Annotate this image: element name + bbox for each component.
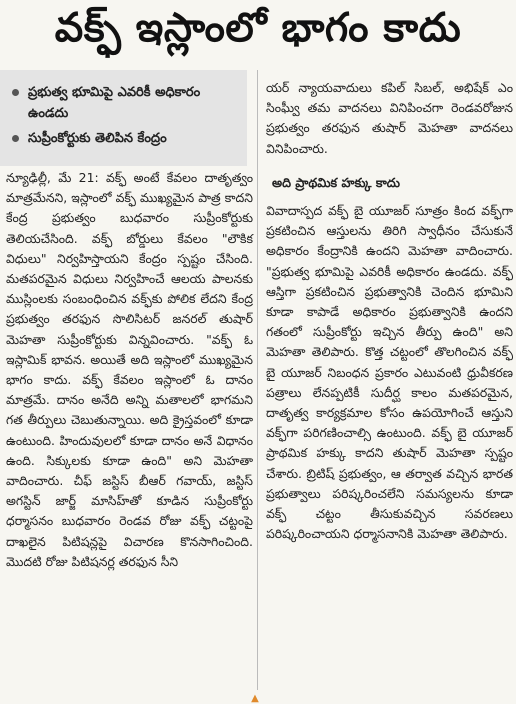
section-subheading: అది ప్రాథమిక హక్కు కాదు [272,174,400,190]
article-column-right [266,78,513,544]
highlight-item [10,82,241,124]
article-intro-right: యర్ న్యాయవాదులు కపిల్ సిబల్, అభిషేక్ ఎం సింఘ్వీ తమ వాదనలు వినిపించగా రెండవరోజున ప్రభుత్వం తరఫున తుషార్ మెహతా వాదనలు వినిపించారు. [266,80,513,156]
article-column-left [6,168,253,572]
highlights-box [0,70,247,166]
highlight-text: సుప్రీంకోర్టుకు తెలిపిన కేంద్రం [28,131,167,146]
highlight-item [10,128,241,149]
article-body-right: వివాదాస్పద వక్ఫ్ బై యూజర్ సూత్రం కింద వక్ఫ్‌గా ప్రకటించిన ఆస్తులను తిరిగి స్వాధీనం చేసుకునే అధికారం కేంద్రానికి ఉందని మెహతా వాదించారు. "ప్రభుత్వ భూమిపై ఎవరికీ అధికారం ఉండదు. వక్ఫ్ ఆస్తిగా ప్రకటించిన ప్రభుత్వానికి చెందిన భూమిని కూడా కాపాడే అధికారం ప్రభుత్వానికి ఉందని గతంలో సుప్రీంకోర్టు ఇచ్చిన తీర్పు ఉంది" అని మెహతా తెలిపారు. కొత్త చట్టంలో తొలగించిన వక్ఫ్ బై యూజర్ నిబంధన ప్రకారం ఎటువంటి ధ్రువీకరణ పత్రాలు లేనప్పటికీ సుదీర్ఘ కాలం మతపరమైన, దాతృత్వ కార్యక్రమాల కోసం ఉపయోగించే ఆస్తుని వక్ఫ్‌గా పరిగణించాల్సి ఉంటుంది. వక్ఫ్ బై యూజర్ ప్రాథమిక హక్కు కాదని తుషార్ మెహతా స్పష్టం చేశారు. బ్రిటిష్ ప్రభుత్వం, ఆ తర్వాత వచ్చిన భారత ప్రభుత్వాలు పరిష్కరించలేని సమస్యలను కూడా వక్ఫ్ చట్టం తీసుకువచ్చిన సవరణలు పరిష్కరించాయని ధర్మాసనానికి మెహతా తెలిపారు. [266,203,513,542]
article-body-left: న్యూఢిల్లీ, మే 21: వక్ఫ్ అంటే కేవలం దాతృత్వం మాత్రమేనని, ఇస్లాంలో వక్ఫ్ ముఖ్యమైన పాత్ర కాదని కేంద్ర ప్రభుత్వం బుధవారం సుప్రీంకోర్టుకు తెలియచేసింది. వక్ఫ్ బోర్డులు కేవలం "లౌకిక విధులు" నిర్వహిస్తాయని కేంద్రం స్పష్టం చేసింది. మతపరమైన విధులు నిర్వహించే ఆలయ పాలనకు ముస్లింలకు సంబంధించిన వక్ఫ్‌కు పోలిక లేదని కేంద్ర ప్రభుత్వం తరఫున సొలిసిటర్ జనరల్ తుషార్ మెహతా సుప్రీంకోర్టుకు విన్నవించారు. "వక్ఫ్ ఓ ఇస్లామిక్ భావన. అయితే అది ఇస్లాంలో ముఖ్యమైన భాగం కాదు. వక్ఫ్ కేవలం ఇస్లాంలో ఓ దానం మాత్రమే. దానం అనేది అన్ని మతాలలో భాగమని గత తీర్పులు చెబుతున్నాయి. అది క్రైస్తవంలో కూడా ఉంటుంది. హిందువులలో కూడా దానం అనే విధానం ఉంది. సిక్కులకు కూడా ఉంది" అని మెహతా వాదించారు. చీఫ్ జస్టిస్ బీఆర్ గవాయ్, జస్టిస్ అగస్టిన్ జార్జ్ మాసిహ్‌తో కూడిన సుప్రీంకోర్టు ధర్మాసనం బుధవారం రెండవ రోజు వక్ఫ్ చట్టంపై దాఖలైన పిటిషన్లపై విచారణ కొనసాగించింది. మొదటి రోజు పిటిషనర్ల తరఫున సీని [6,170,253,569]
headline: వక్ఫ్ ఇస్లాంలో భాగం కాదు [54,5,462,51]
column-divider [257,70,258,690]
bullet-icon [12,135,19,142]
ornament-icon: ▲ [251,693,259,704]
highlight-text: ప్రభుత్వ భూమిపై ఎవరికీ అధికారం ఉండదు [28,85,201,121]
bullet-icon [12,89,19,96]
